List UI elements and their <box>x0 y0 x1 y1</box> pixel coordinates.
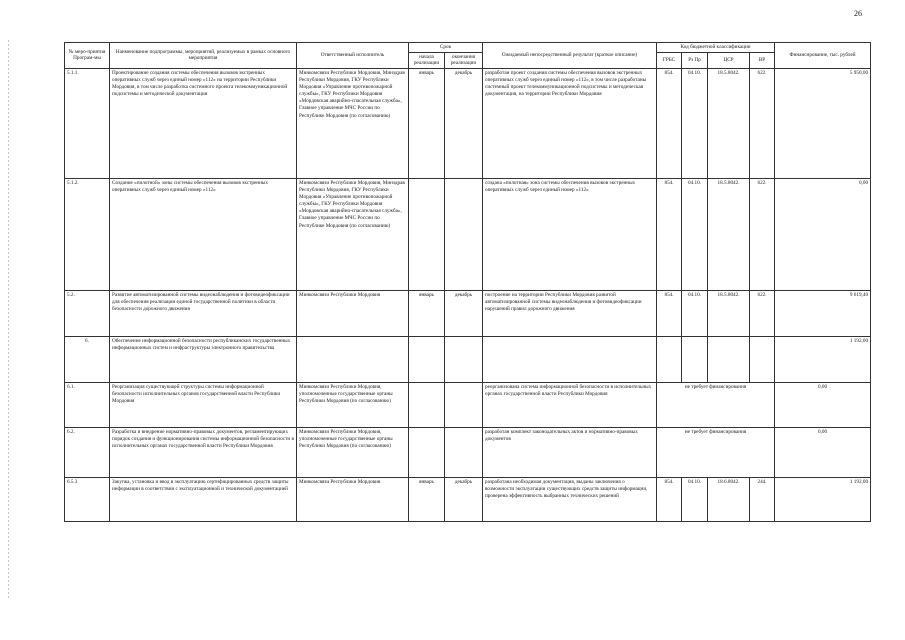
row-csr: 18.5.8042. <box>708 290 750 336</box>
header-responsible: Ответственный исполнитель <box>297 43 409 69</box>
row-num: 6. <box>65 336 110 382</box>
row-name: Создание «пилотной» зоны системы обеспечения вызовов экстренных оперативных служб через единый номер «112» <box>110 178 297 290</box>
header-vr: ВР <box>750 52 775 68</box>
row-start: январь <box>409 477 445 521</box>
row-grbs: 854. <box>657 290 682 336</box>
row-grbs: 854. <box>657 68 682 178</box>
row-csr: 18.5.8042. <box>708 68 750 178</box>
row-name: Разработка и внедрение нормативно-правовых документов, регламентирующих порядок создания и функционирования системы информационной безопасности в исполнительных органах государственной власти Республики Мордовия <box>110 427 297 477</box>
row-result <box>483 336 657 382</box>
row-financing: 0,00 <box>775 427 871 477</box>
row-end: декабрь <box>445 290 483 336</box>
row-vr: 244. <box>750 477 775 521</box>
row-start: январь <box>409 68 445 178</box>
row-responsible: Минкомсвязи Республики Мордовия <box>297 290 409 336</box>
row-result: разработан комплект законодательных актов и нормативно-правовых документов <box>483 427 657 477</box>
row-financing: 5 950,00 <box>775 68 871 178</box>
row-budget-note: не требует финансирования <box>657 427 775 477</box>
row-name: Развитие автоматизированной системы видеонаблюдения и фотовидеофиксации для обеспечения реализации единой государственной политики в области безопасности дорожного движения <box>110 290 297 336</box>
table-row <box>65 427 871 477</box>
row-budget-note: не требует финансирования <box>657 382 775 427</box>
row-responsible: Минкомсвязи Республики Мордовия, Минздрав Республики Мордовия, ГКУ Республики Мордовия «Управление противопожарной службы», ГКУ Республики Мордовия «Мордовская аварийно-спасательная служба», Главное управление МЧС России по Республике Мордовия (по согласованию) <box>297 68 409 178</box>
row-vr: 622. <box>750 178 775 290</box>
row-result: разработана необходимая документация, выданы заключения о возможности эксплуатации существующих средств защиты информации, проверена эффективность выбранных технических решений <box>483 477 657 521</box>
header-budget-code: Код бюджетной классификации <box>657 43 775 53</box>
row-start <box>409 178 445 290</box>
row-start <box>409 336 445 382</box>
header-financing: Финансирование, тыс. рублей <box>775 43 871 69</box>
row-responsible: Минкомсвязи Республики Мордовия, Минздрав Республики Мордовия, ГКУ Республики Мордовия «Управление противопожарной службы», ГКУ Республики Мордовия «Мордовская аварийно-спасательная служба», Главное управление МЧС России по Республике Мордовия (по согласованию) <box>297 178 409 290</box>
header-name: Наименование подпрограммы, мероприятий, реализуемых в рамках основного мероприятия <box>110 43 297 69</box>
row-result: создана «пилотная» зона системы обеспечения вызовов экстренных оперативных служб через единый номер «112» <box>483 178 657 290</box>
header-row-1 <box>65 43 871 53</box>
table-row <box>65 477 871 521</box>
row-grbs: 854. <box>657 477 682 521</box>
row-rz: 04.10. <box>682 477 708 521</box>
row-num: 5.1.1. <box>65 68 110 178</box>
row-vr: 622. <box>750 68 775 178</box>
row-rz: 04.10. <box>682 178 708 290</box>
row-num: 5.2. <box>65 290 110 336</box>
row-rz: 04.10. <box>682 68 708 178</box>
row-result: разработан проект создания системы обеспечения вызовов экстренных оперативных служб через единый номер «112», в том числе разработаны системный проект телекоммуникационной подсистемы и методическая документация, на территории Республики Мордовия <box>483 68 657 178</box>
row-name: Обеспечение информационной безопасности республиканских государственных информационных систем и инфраструктуры электронного правительства <box>110 336 297 382</box>
table-row <box>65 336 871 382</box>
row-name: Закупка, установка и ввод в эксплуатацию сертифицированных средств защиты информации в соответствии с эксплуатационной и технической документацией <box>110 477 297 521</box>
row-start: январь <box>409 290 445 336</box>
table-row <box>65 178 871 290</box>
row-responsible: Минкомсвязи Республики Мордовия, уполномоченные государственные органы Республики Мордовия (по согласованию) <box>297 427 409 477</box>
row-start <box>409 382 445 427</box>
row-num: 6.2. <box>65 427 110 477</box>
row-vr: 622. <box>750 290 775 336</box>
row-end <box>445 427 483 477</box>
row-financing: 0,00 <box>775 382 871 427</box>
row-csr <box>708 336 750 382</box>
row-csr: 18.6.8042. <box>708 477 750 521</box>
table-row <box>65 382 871 427</box>
row-result: построение на территории Республики Мордовия развитой автоматизированной системы видеонаблюдения и фотовидеофиксации нарушений правил дорожного движения <box>483 290 657 336</box>
header-term: Срок <box>409 43 483 53</box>
row-num: 6.1. <box>65 382 110 427</box>
row-financing: 1 192,00 <box>775 336 871 382</box>
row-result: реорганизована система информационной безопасности в исполнительных органах государственной власти Республики Мордовия <box>483 382 657 427</box>
row-financing: 0,00 <box>775 178 871 290</box>
table-row <box>65 290 871 336</box>
row-name: Реорганизация существующей структуры системы информационной безопасности исполнительных органов государственной власти Республики Мордовия <box>110 382 297 427</box>
binding-margin-dots <box>8 40 9 600</box>
program-activities-table <box>64 42 871 522</box>
row-csr: 18.5.8042. <box>708 178 750 290</box>
header-result: Ожидаемый непосредственный результат (краткое описание) <box>483 43 657 69</box>
row-end <box>445 382 483 427</box>
row-end: декабрь <box>445 68 483 178</box>
page-number: 26 <box>854 9 862 18</box>
row-rz: 04.10. <box>682 290 708 336</box>
row-end: декабрь <box>445 477 483 521</box>
row-start <box>409 427 445 477</box>
row-grbs: 854. <box>657 178 682 290</box>
row-num: 6.5.3 <box>65 477 110 521</box>
row-end <box>445 178 483 290</box>
row-financing: 1 192,00 <box>775 477 871 521</box>
header-end: окончания реализации <box>445 52 483 68</box>
row-responsible <box>297 336 409 382</box>
table-row <box>65 68 871 178</box>
row-num: 5.1.2. <box>65 178 110 290</box>
header-grbs: ГРБС <box>657 52 682 68</box>
row-financing: 9 619,40 <box>775 290 871 336</box>
header-csr: ЦСР <box>708 52 750 68</box>
row-responsible: Минкомсвязи Республики Мордовия, уполномоченные государственные органы Республики Мордовия (по согласованию) <box>297 382 409 427</box>
row-name: Проектирование создания системы обеспечения вызовов экстренных оперативных служб через единый номер «112» на территории Республики Мордовия, в том числе разработка системного проекта телекоммуникационной подсистемы и методической документации <box>110 68 297 178</box>
header-rz: Рз Пр <box>682 52 708 68</box>
header-start: начала реализации <box>409 52 445 68</box>
row-rz <box>682 336 708 382</box>
row-responsible: Минкомсвязи Республики Мордовия <box>297 477 409 521</box>
header-num: № меро-приятия Програм-мы <box>65 43 110 69</box>
row-grbs <box>657 336 682 382</box>
row-vr <box>750 336 775 382</box>
row-end <box>445 336 483 382</box>
